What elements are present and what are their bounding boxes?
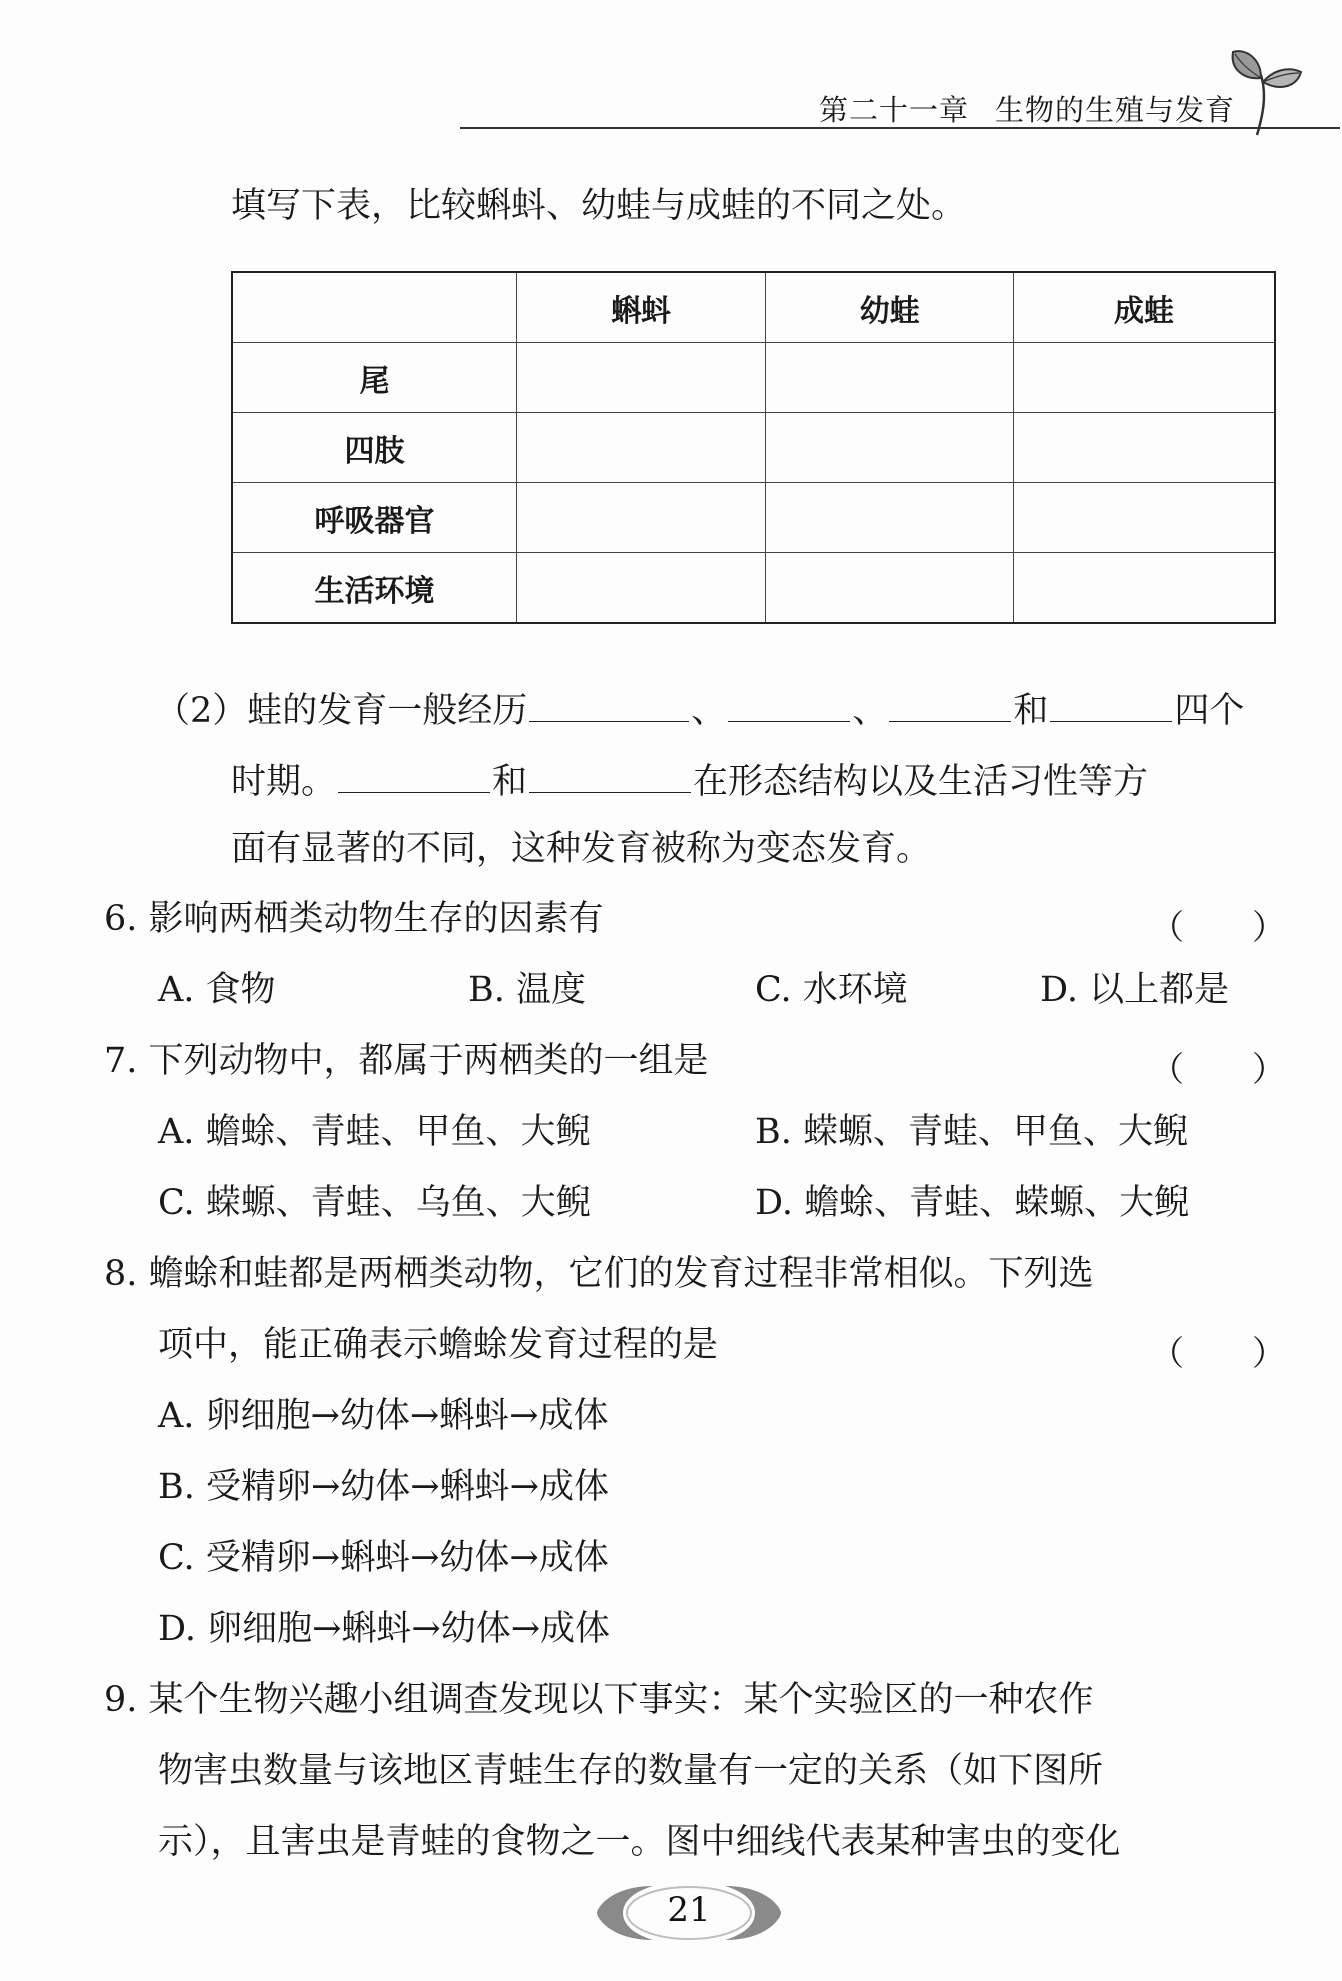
q9-text: 某个生物兴趣小组调查发现以下事实：某个实验区的一种农作 [148,1680,1094,1720]
answer-cell[interactable] [516,553,766,624]
q6-stem [104,898,604,940]
q7-option-d[interactable]: D. 蟾蜍、青蛙、蝾螈、大鲵 [755,1183,1190,1223]
row-label: 尾 [232,343,516,413]
q9-line3: 示），且害虫是青蛙的食物之一。图中细线代表某种害虫的变化 [158,1822,1121,1862]
row-label: 生活环境 [232,553,516,624]
answer-blank[interactable] [728,686,850,722]
answer-cell[interactable] [516,483,766,553]
q9-line2: 物害虫数量与该地区青蛙生存的数量有一定的关系（如下图所 [158,1751,1104,1791]
header-chapter: 第二十一章 [818,93,969,127]
row-label: 呼吸器官 [232,483,516,553]
q6-stem-text: 影响两栖类动物生存的因素有 [148,899,604,939]
q5-2-text: 四个 [1174,691,1245,731]
q6-number: 6. [104,899,138,939]
q8-option-a[interactable]: A. 卵细胞→幼体→蝌蚪→成体 [158,1396,609,1436]
q8-number: 8. [104,1254,138,1294]
q8-stem-line2: 项中，能正确表示蟾蜍发育过程的是 [158,1325,719,1365]
q6-option-c[interactable]: C. 水环境 [755,970,908,1010]
q7-answer-paren[interactable]: （ ） [1150,1050,1286,1090]
q6-answer-paren[interactable]: （ ） [1150,908,1286,948]
comparison-table [231,271,1276,624]
q5-2-separator: 、 [852,691,888,731]
q6-option-b[interactable]: B. 温度 [468,970,586,1010]
answer-cell[interactable] [1013,343,1275,413]
table-header-cell: 蝌蚪 [516,272,766,343]
leaf-icon [1205,40,1305,140]
q8-stem-text: 蟾蜍和蛙都是两栖类动物，它们的发育过程非常相似。下列选 [148,1254,1094,1294]
answer-blank[interactable] [338,757,490,793]
q6-option-a[interactable]: A. 食物 [158,970,276,1010]
q7-option-c[interactable]: C. 蝾螈、青蛙、乌鱼、大鲵 [158,1183,591,1223]
answer-blank[interactable] [1050,686,1172,722]
header-text [819,88,1235,129]
page-number-badge [593,1878,785,1948]
answer-cell[interactable] [1013,483,1275,553]
answer-cell[interactable] [1013,553,1275,624]
q7-stem-text: 下列动物中，都属于两栖类的一组是 [148,1041,709,1081]
row-label: 四肢 [232,413,516,483]
table-row [232,343,1275,413]
running-header [460,80,1340,130]
answer-cell[interactable] [516,413,766,483]
q7-stem [104,1040,709,1082]
answer-blank[interactable] [529,757,691,793]
table-row [232,483,1275,553]
q6-option-d[interactable]: D. 以上都是 [1040,970,1230,1010]
q5-2-text: 和 [492,762,528,802]
answer-blank[interactable] [889,686,1011,722]
q5-2-line3: 面有显著的不同，这种发育被称为变态发育。 [231,829,932,869]
answer-cell[interactable] [766,413,1014,483]
table-row [232,553,1275,624]
answer-cell[interactable] [766,553,1014,624]
q5-2-number: （2） [155,691,248,731]
q5-2-line1 [155,686,1244,732]
answer-cell[interactable] [766,483,1014,553]
answer-cell[interactable] [516,343,766,413]
q7-number: 7. [104,1041,138,1081]
table-header-cell: 成蛙 [1013,272,1275,343]
q7-option-a[interactable]: A. 蟾蜍、青蛙、甲鱼、大鲵 [158,1112,591,1152]
table-header-cell [232,272,516,343]
q5-2-text: 时期。 [231,762,337,802]
answer-blank[interactable] [529,686,689,722]
q9-line1 [104,1679,1094,1721]
answer-cell[interactable] [766,343,1014,413]
header-title: 生物的生殖与发育 [994,93,1235,127]
q7-option-b[interactable]: B. 蝾螈、青蛙、甲鱼、大鲵 [755,1112,1188,1152]
q8-answer-paren[interactable]: （ ） [1150,1334,1286,1374]
q9-number: 9. [104,1680,138,1720]
q5-2-text: 在形态结构以及生活习性等方 [693,762,1149,802]
q8-option-c[interactable]: C. 受精卵→蝌蚪→幼体→成体 [158,1538,609,1578]
page-number: 21 [667,1890,711,1930]
q5-2-separator: 、 [691,691,727,731]
table-row [232,413,1275,483]
q5-2-line2 [231,757,1148,803]
q8-option-b[interactable]: B. 受精卵→幼体→蝌蚪→成体 [158,1467,609,1507]
q5-2-text: 蛙的发育一般经历 [247,691,528,731]
table-intro: 填写下表，比较蝌蚪、幼蛙与成蛙的不同之处。 [231,186,967,226]
q8-option-d[interactable]: D. 卵细胞→蝌蚪→幼体→成体 [158,1609,611,1649]
table-header-cell: 幼蛙 [766,272,1014,343]
table-header-row [232,272,1275,343]
answer-cell[interactable] [1013,413,1275,483]
q5-2-text: 和 [1013,691,1049,731]
q8-stem-line1 [104,1253,1094,1295]
